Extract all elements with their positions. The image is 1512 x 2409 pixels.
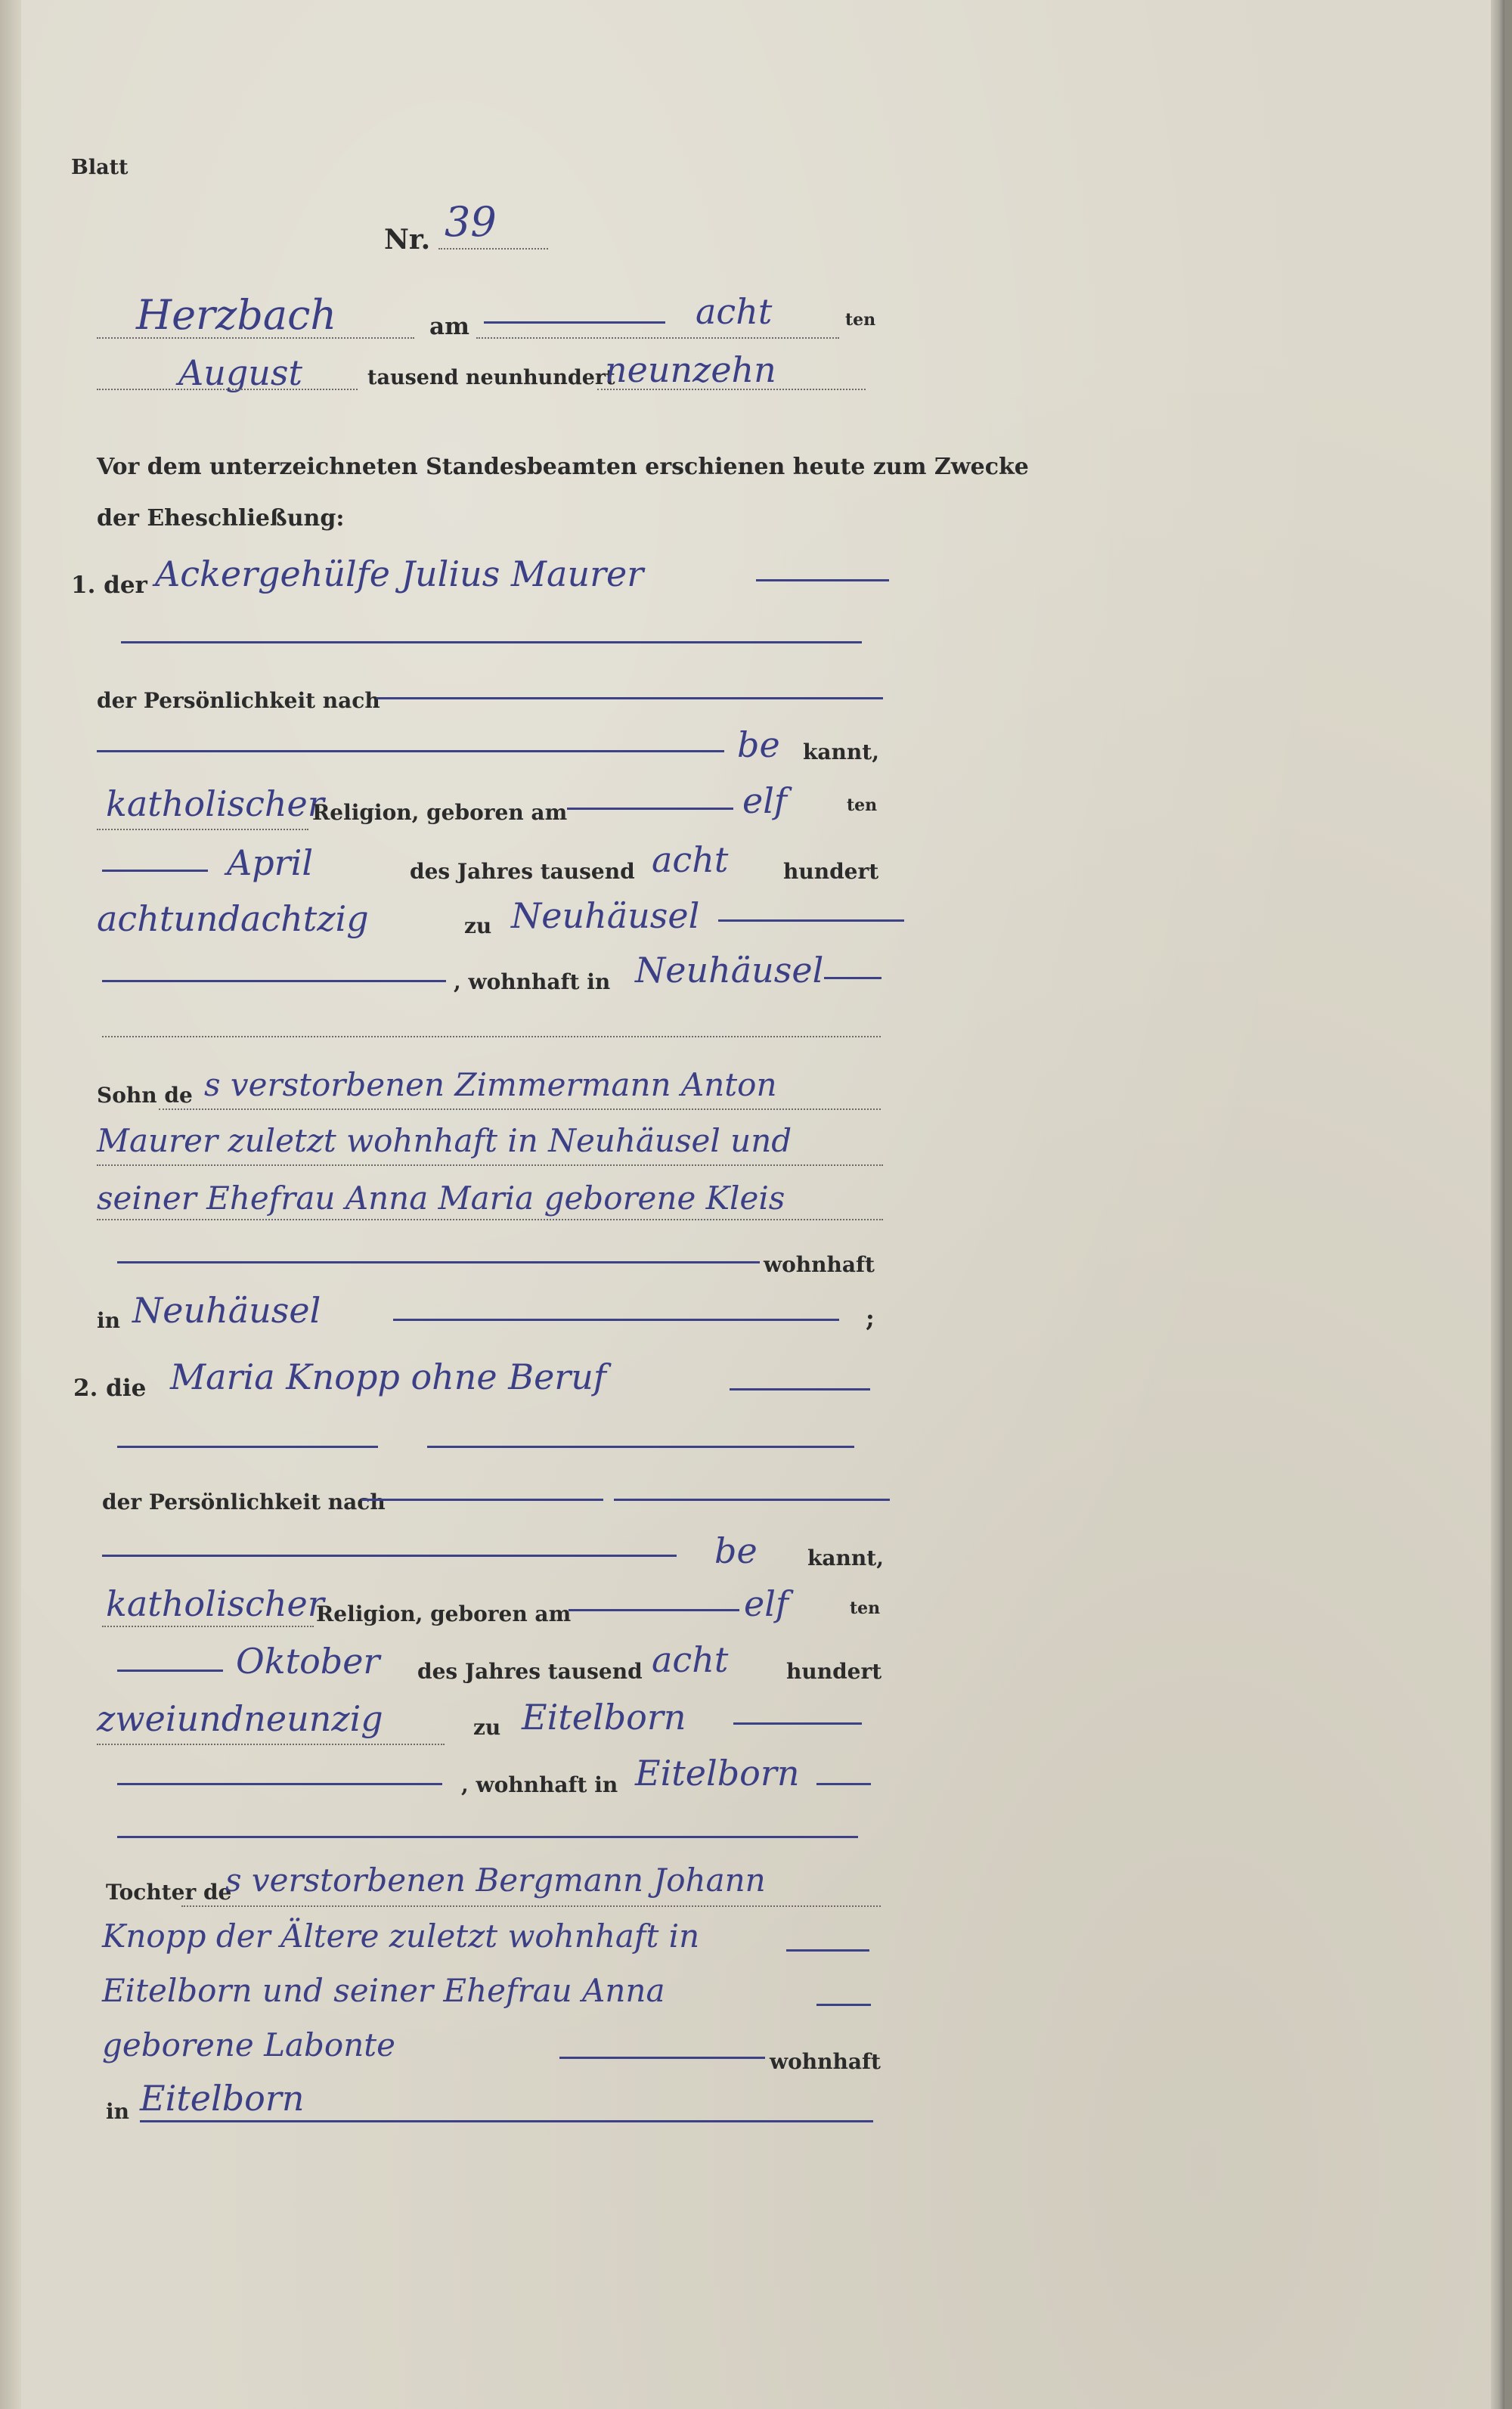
bride-day-rule xyxy=(569,1609,739,1611)
groom-birth-month: April xyxy=(227,842,314,883)
place-line xyxy=(97,337,414,339)
nr-value: 39 xyxy=(445,198,497,246)
bride-parents-line1-dots xyxy=(181,1905,881,1907)
groom-blank-rule xyxy=(121,641,862,643)
groom-parents-residence: Neuhäusel xyxy=(132,1290,321,1331)
groom-birth-place: Neuhäusel xyxy=(511,895,700,936)
groom-day-rule xyxy=(567,808,733,810)
groom-birth-century: acht xyxy=(652,839,729,880)
bride-parents-line1: s verstorbenen Bergmann Johann xyxy=(225,1862,766,1899)
bride-parents-line4: geborene Labonte xyxy=(102,2026,395,2063)
year: neunzehn xyxy=(605,349,776,390)
bride-parents-residence: Eitelborn xyxy=(140,2078,305,2119)
groom-semicolon: ; xyxy=(866,1304,875,1332)
tausend-label: tausend neunhundert xyxy=(367,366,615,389)
groom-birth-day: elf xyxy=(742,780,787,821)
groom-religion: katholischer xyxy=(106,783,324,824)
bride-known-label: kannt, xyxy=(807,1546,884,1570)
groom-blank-line xyxy=(102,1036,881,1037)
bride-parents-line3-rule xyxy=(816,2004,871,2006)
bride-residence-end-rule xyxy=(816,1783,871,1785)
bride-ten: ten xyxy=(850,1598,881,1618)
bride-residence: Eitelborn xyxy=(635,1753,800,1794)
ten-label: ten xyxy=(845,310,876,330)
groom-name-rule xyxy=(756,579,889,581)
bride-month-rule xyxy=(117,1670,223,1672)
groom-personal-rule xyxy=(376,697,883,699)
groom-name: Ackergehülfe Julius Maurer xyxy=(155,553,644,594)
month: August xyxy=(178,352,303,393)
groom-jahres-label: des Jahres tausend xyxy=(410,859,635,884)
bride-parents-residence-rule xyxy=(140,2120,873,2122)
bride-num-label: 2. die xyxy=(73,1375,147,1402)
groom-parents-line3: seiner Ehefrau Anna Maria geborene Kleis xyxy=(97,1180,785,1217)
am-label: am xyxy=(429,313,469,340)
bride-in-label: in xyxy=(106,2099,129,2124)
day: acht xyxy=(696,291,773,332)
groom-ten: ten xyxy=(847,795,878,815)
bride-personal-rule-a xyxy=(361,1499,603,1501)
groom-sohn-label: Sohn de xyxy=(97,1083,193,1108)
bride-personal-rule-b xyxy=(614,1499,890,1501)
groom-birth-year: achtundachtzig xyxy=(97,898,369,939)
intro-line2: der Eheschließung: xyxy=(97,505,345,532)
nr-label: Nr. xyxy=(384,224,431,256)
bride-birth-year-line xyxy=(97,1744,445,1745)
page-edge xyxy=(1491,0,1504,2409)
groom-known-label: kannt, xyxy=(803,739,879,764)
bride-name-rule xyxy=(730,1388,870,1391)
intro-line1: Vor dem unterzeichneten Standesbeamten erschienen heute zum Zwecke xyxy=(97,454,1029,480)
bride-zu-label: zu xyxy=(473,1715,501,1740)
page-binding xyxy=(0,0,21,2409)
bride-blank-rule-c xyxy=(117,1836,858,1838)
bride-blank-rule-b xyxy=(427,1446,854,1448)
groom-parents-line2-dots xyxy=(97,1164,883,1166)
groom-residence-rule xyxy=(102,980,446,982)
groom-known-rule xyxy=(97,750,724,752)
groom-parents-line1: s verstorbenen Zimmermann Anton xyxy=(204,1066,777,1103)
groom-hundert-label: hundert xyxy=(783,859,879,884)
groom-religion-label: Religion, geboren am xyxy=(312,800,568,825)
groom-zu-label: zu xyxy=(464,913,492,938)
groom-residence: Neuhäusel xyxy=(635,950,824,991)
groom-known-suffix: be xyxy=(737,724,780,765)
groom-num-label: 1. der xyxy=(71,572,147,599)
groom-personal-label: der Persönlichkeit nach xyxy=(97,688,380,713)
bride-wohnhaft-label: , wohnhaft in xyxy=(461,1772,618,1797)
bride-birth-century: acht xyxy=(652,1639,729,1680)
groom-wohnhaft-label2: wohnhaft xyxy=(764,1252,875,1277)
bride-birth-place: Eitelborn xyxy=(522,1697,686,1738)
bride-religion: katholischer xyxy=(106,1583,324,1624)
groom-parents-line3-dots xyxy=(97,1219,883,1220)
groom-parents-line2: Maurer zuletzt wohnhaft in Neuhäusel und xyxy=(97,1122,792,1159)
bride-personal-label: der Persönlichkeit nach xyxy=(102,1490,386,1515)
groom-parents-line1-dots xyxy=(159,1108,881,1110)
bride-known-rule xyxy=(102,1555,677,1557)
bride-parents-line2-rule xyxy=(786,1949,869,1952)
groom-parents-residence-rule xyxy=(393,1319,839,1321)
bride-tochter-label: Tochter de xyxy=(106,1880,232,1905)
nr-line xyxy=(438,248,548,250)
bride-birth-year: zweiundneunzig xyxy=(97,1698,383,1739)
bride-jahres-label: des Jahres tausend xyxy=(417,1659,643,1684)
groom-wohnhaft-label: , wohnhaft in xyxy=(454,969,611,994)
place: Herzbach xyxy=(136,291,337,339)
bride-hundert-label: hundert xyxy=(786,1659,882,1684)
groom-parents-rule xyxy=(117,1261,760,1263)
bride-religion-label: Religion, geboren am xyxy=(316,1601,572,1626)
day-rule xyxy=(484,321,665,324)
bride-birth-month: Oktober xyxy=(236,1641,380,1682)
bride-birth-day: elf xyxy=(744,1583,789,1624)
blatt-label: Blatt xyxy=(71,156,129,179)
bride-known-suffix: be xyxy=(714,1530,758,1571)
bride-blank-rule-a xyxy=(117,1446,378,1448)
day-line xyxy=(476,337,839,339)
bride-parents-line3: Eitelborn und seiner Ehefrau Anna xyxy=(102,1972,665,2009)
bride-birthplace-rule xyxy=(733,1722,862,1725)
groom-in-label: in xyxy=(97,1308,120,1333)
bride-name: Maria Knopp ohne Beruf xyxy=(170,1356,606,1397)
bride-wohnhaft-label2: wohnhaft xyxy=(770,2049,881,2074)
bride-parents-line2: Knopp der Ältere zuletzt wohnhaft in xyxy=(102,1918,700,1955)
groom-birthplace-rule xyxy=(718,919,904,922)
groom-religion-line xyxy=(97,829,308,830)
month-line xyxy=(97,389,358,390)
year-line xyxy=(597,389,866,390)
bride-parents-rule xyxy=(559,2057,765,2059)
groom-month-rule xyxy=(102,870,208,872)
bride-residence-rule xyxy=(117,1783,442,1785)
groom-residence-end-rule xyxy=(824,977,881,979)
bride-religion-line xyxy=(102,1626,314,1627)
